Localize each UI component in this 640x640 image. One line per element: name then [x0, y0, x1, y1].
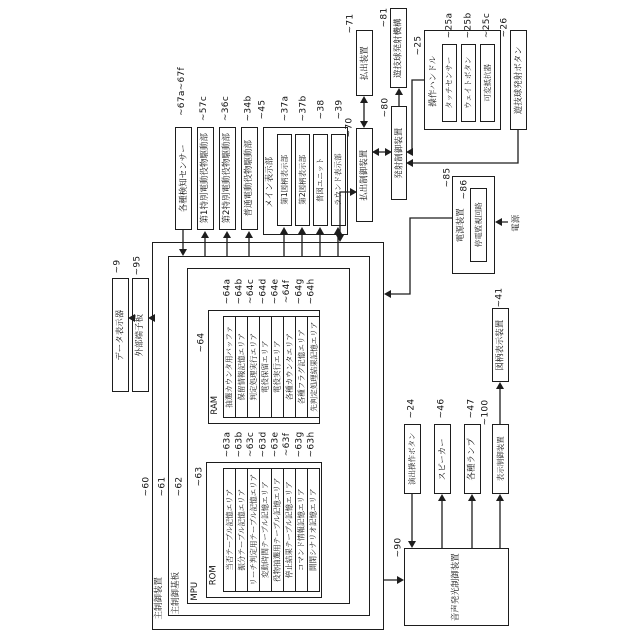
label-60: ~60: [141, 476, 152, 496]
label-67a-67f: ~67a~67f: [177, 66, 188, 116]
label-63d: ~63d: [258, 431, 269, 457]
block-payout-control-device: 払出制御装置: [356, 128, 373, 222]
block-effect-operation-button: 演出操作ボタン: [404, 424, 421, 494]
label-64c: ~64c: [246, 278, 257, 304]
main-display-title: メイン表示部: [265, 156, 276, 208]
rom-area-63b: 振分テーブル記憶エリア: [235, 468, 248, 592]
label-46: ~46: [436, 398, 447, 418]
block-speaker: スピーカー: [434, 424, 451, 494]
label-37b: ~37b: [298, 95, 309, 121]
label-45: ~45: [257, 99, 268, 119]
label-39: ~39: [334, 99, 345, 119]
ram-area-64f: 各種カウンタエリア: [283, 316, 296, 418]
label-86: ~86: [459, 179, 470, 199]
ram-area-64g: 各種フラグ記憶エリア: [295, 316, 308, 418]
block-special1-drive: 第1特別電動役物駆動部: [197, 127, 214, 230]
block-data-display: データ表示器: [112, 278, 129, 392]
label-95: ~95: [132, 255, 143, 275]
label-63: ~63: [194, 466, 205, 486]
label-100: ~100: [480, 399, 491, 425]
block-ball-launch-button: 遊技球発射ボタン: [510, 30, 527, 130]
block-special2-drive: 第2特別電動役物駆動部: [219, 127, 236, 230]
label-64b: ~64b: [234, 278, 245, 304]
block-blackout-monitor-circuit: 停電監視回路: [470, 188, 487, 262]
rom-title: ROM: [208, 565, 219, 585]
label-85: ~85: [442, 167, 453, 187]
label-63c: ~63c: [246, 431, 257, 457]
label-41: ~41: [494, 287, 505, 307]
label-63e: ~63e: [270, 431, 281, 457]
main-control-board-title: 主制御基板: [171, 571, 182, 615]
label-71: ~71: [345, 13, 356, 33]
rom-area-63e: 役物抽選用テーブル記憶エリア: [271, 468, 284, 592]
block-payout-device: 払出装置: [356, 30, 373, 96]
label-38: ~38: [316, 99, 327, 119]
label-37a: ~37a: [280, 95, 291, 121]
label-64: ~64: [196, 332, 207, 352]
label-63f: ~63f: [282, 432, 293, 456]
block-ball-launch-mechanism: 遊技球発射機構: [390, 8, 407, 88]
label-62: ~62: [174, 476, 185, 496]
block-wait-button: ウェイトボタン: [461, 44, 476, 122]
block-normal-symbol-unit: 普図ユニット: [313, 134, 328, 226]
block-launch-control-device: 発射制御装置: [391, 106, 407, 200]
label-63a: ~63a: [222, 431, 233, 457]
ram-area-64a: 抽選カウンタ用バッファ: [223, 316, 236, 418]
label-61: ~61: [157, 476, 168, 496]
rom-area-63c: リーチ判定用テーブル記憶エリア: [247, 468, 260, 592]
rom-area-63f: 停止結果テーブル記憶エリア: [283, 468, 296, 592]
label-25c: ~25c: [482, 12, 493, 38]
label-70: ~70: [344, 117, 355, 137]
block-round-display: ラウンド表示部: [331, 134, 346, 226]
power-supply-title: 電源装置: [455, 207, 466, 243]
ram-area-64b: 保留情報記憶エリア: [235, 316, 248, 418]
ram-area-64e: 電役実行エリア: [271, 316, 284, 418]
ram-area-64c: 判定処理実行エリア: [247, 316, 260, 418]
ram-area-64h: 先判定処理結果記憶エリア: [307, 316, 320, 418]
label-63b: ~63b: [234, 431, 245, 457]
rom-area-63d: 変動時間テーブル記憶エリア: [259, 468, 272, 592]
label-24: ~24: [406, 398, 417, 418]
rom-area-63h: 開閉シナリオ記憶エリア: [307, 468, 320, 592]
block-symbol-display-1: 第1図柄表示部: [277, 134, 292, 226]
label-63g: ~63g: [294, 431, 305, 457]
label-26: ~26: [499, 17, 510, 37]
block-symbol-display-device: 図柄表示装置: [492, 308, 509, 382]
mpu-title: MPU: [190, 581, 201, 601]
label-9: ~9: [112, 259, 123, 273]
block-touch-sensor: タッチセンサー: [442, 44, 457, 122]
block-symbol-display-2: 第2図柄表示部: [295, 134, 310, 226]
block-variable-resistor: 可変抵抗器: [480, 44, 495, 122]
rom-area-63g: コマンド情報記憶エリア: [295, 468, 308, 592]
label-90: ~90: [393, 537, 404, 557]
block-display-control-device: 表示制御装置: [492, 424, 509, 494]
label-64h: ~64h: [306, 278, 317, 304]
label-47: ~47: [466, 398, 477, 418]
operation-handle-title: 操作ハンドル: [427, 55, 438, 107]
label-64g: ~64g: [294, 278, 305, 304]
label-25a: ~25a: [444, 12, 455, 38]
label-64a: ~64a: [222, 278, 233, 304]
label-80: ~80: [380, 97, 391, 117]
label-34b: ~34b: [243, 95, 254, 121]
power-source-label: 電源: [510, 214, 521, 232]
label-63h: ~63h: [306, 431, 317, 457]
label-25b: ~25b: [463, 12, 474, 38]
block-various-lamps: 各種ランプ: [464, 424, 481, 494]
label-64d: ~64d: [258, 278, 269, 304]
block-external-terminal-board: 外部端子板: [132, 278, 149, 392]
label-36c: ~36c: [221, 95, 232, 121]
label-64f: ~64f: [282, 279, 293, 303]
block-normal-drive: 普通電動役物駆動部: [241, 127, 258, 230]
label-57c: ~57c: [199, 95, 210, 121]
ram-title: RAM: [210, 395, 221, 415]
label-25: ~25: [413, 35, 424, 55]
block-detection-sensors: 各種検知センサー: [175, 127, 192, 230]
label-64e: ~64e: [270, 278, 281, 304]
rom-area-63a: 当否テーブル記憶エリア: [223, 468, 236, 592]
block-sound-light-control-device: 音声発光制御装置: [404, 548, 509, 626]
ram-area-64d: 電役保留エリア: [259, 316, 272, 418]
label-81: ~81: [379, 7, 390, 27]
main-control-device-title: 主制御装置: [154, 576, 165, 620]
